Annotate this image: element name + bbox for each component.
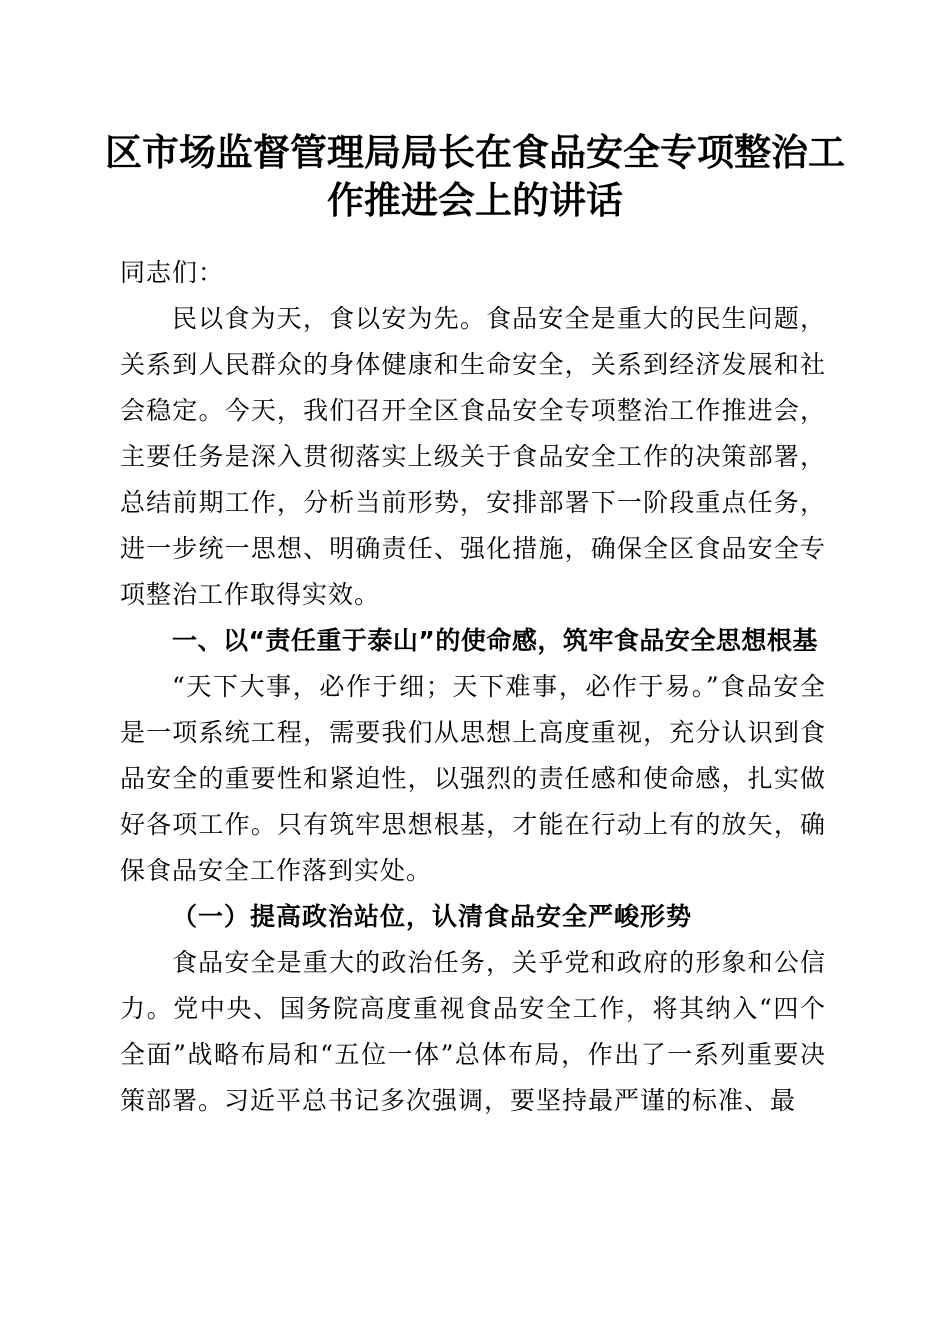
section-1-heading: 一、以“责任重于泰山”的使命感，筑牢食品安全思想根基 bbox=[172, 626, 818, 655]
document-body bbox=[120, 250, 826, 1124]
subsection-1-heading: （一）提高政治站位，认清食品安全严峻形势 bbox=[172, 902, 693, 931]
intro-paragraph: 民以食为天，食以安为先。食品安全是重大的民生问题，关系到人民群众的身体健康和生命安全，关系到经济发展和社会稳定。今天，我们召开全区食品安全专项整治工作推进会，主要任务是深入贯彻落实上级关于食品安全工作的决策部署，总结前期工作，分析当前形势，安排部署下一阶段重点任务，进一步统一思想、明确责任、强化措施，确保全区食品安全专项整治工作取得实效。 bbox=[120, 304, 826, 609]
section-1-paragraph: “天下大事，必作于细；天下难事，必作于易。”食品安全是一项系统工程，需要我们从思想上高度重视，充分认识到食品安全的重要性和紧迫性，以强烈的责任感和使命感，扎实做好各项工作。只有筑牢思想根基，才能在行动上有的放矢，确保食品安全工作落到实处。 bbox=[120, 672, 826, 885]
subsection-1-paragraph: 食品安全是重大的政治任务，关乎党和政府的形象和公信力。党中央、国务院高度重视食品安全工作，将其纳入“四个全面”战略布局和“五位一体”总体布局，作出了一系列重要决策部署。习近平总书记多次强调，要坚持最严谨的标准、最 bbox=[120, 948, 826, 1115]
document-title: 区市场监督管理局局长在食品安全专项整治工作推进会上的讲话 bbox=[105, 130, 845, 222]
salutation: 同志们： bbox=[120, 258, 225, 287]
